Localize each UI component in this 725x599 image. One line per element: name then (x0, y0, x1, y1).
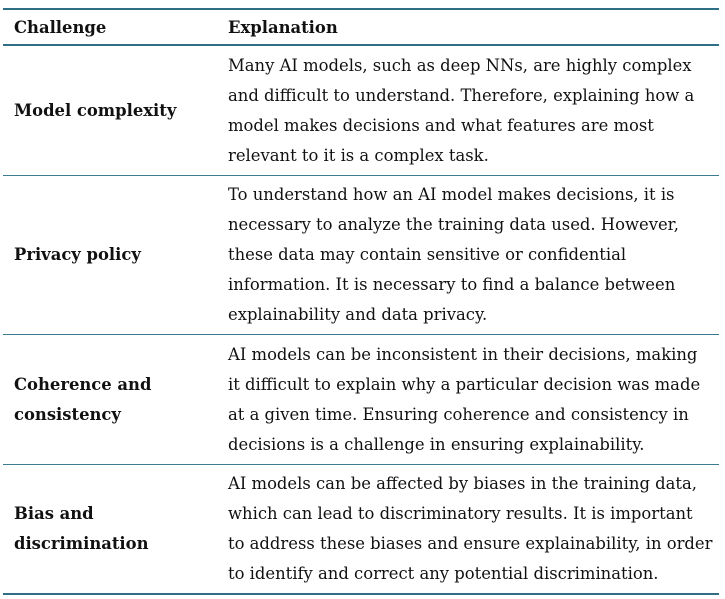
challenge-cell: Privacy policy (3, 176, 217, 335)
table-row (3, 465, 719, 595)
explanation-cell: Many AI models, such as deep NNs, are highly complex and difficult to understand. Therefore, explaining how a model makes decisions and what features are most relevant to it is a complex task. (217, 45, 719, 176)
column-header-explanation: Explanation (217, 9, 719, 45)
challenges-table (3, 8, 719, 595)
table-row (3, 335, 719, 465)
explanation-cell: AI models can be inconsistent in their decisions, making it difficult to explain why a particular decision was made at a given time. Ensuring coherence and consistency in decisions is a challenge in ensuring explainability. (217, 335, 719, 465)
explanation-cell: AI models can be affected by biases in the training data, which can lead to discriminatory results. It is important to address these biases and ensure explainability, in order to identify and correct any potential discrimination. (217, 465, 719, 595)
challenge-cell: Coherence and consistency (3, 335, 217, 465)
column-header-challenge: Challenge (3, 9, 217, 45)
challenge-cell: Model complexity (3, 45, 217, 176)
table-row (3, 176, 719, 335)
table-row (3, 45, 719, 176)
challenge-cell: Bias and discrimination (3, 465, 217, 595)
explanation-cell: To understand how an AI model makes decisions, it is necessary to analyze the training data used. However, these data may contain sensitive or confidential information. It is necessary to find a balance between explainability and data privacy. (217, 176, 719, 335)
header-row (3, 9, 719, 45)
table-header (3, 9, 719, 45)
table-body (3, 45, 719, 594)
